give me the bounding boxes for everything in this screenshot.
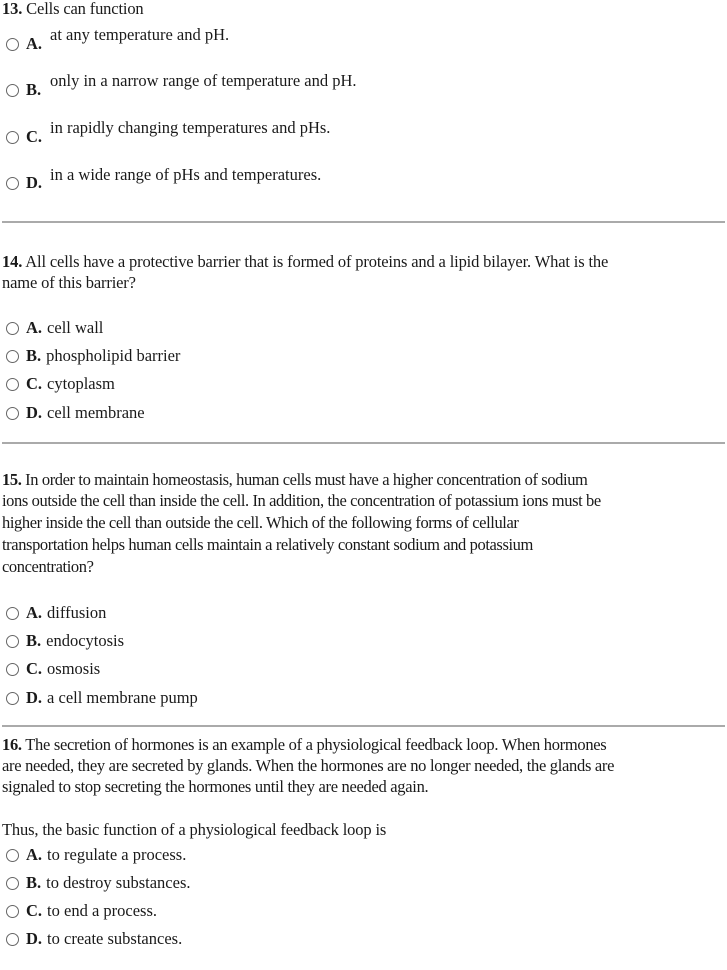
option-text: in rapidly changing temperatures and pHs. — [50, 118, 331, 137]
question-stem: name of this barrier? — [2, 273, 136, 292]
option-text: only in a narrow range of temperature and pH. — [50, 71, 357, 90]
question-stem: All cells have a protective barrier that is formed of proteins and a lipid bilayer. What is the — [25, 252, 609, 271]
q16-option-b[interactable] — [6, 873, 191, 893]
option-label: D. — [26, 929, 43, 948]
radio-button[interactable] — [6, 38, 19, 51]
option-label: A. — [26, 318, 43, 337]
q15-option-b[interactable] — [6, 631, 124, 651]
q16-option-c[interactable] — [6, 901, 157, 921]
divider — [2, 221, 725, 223]
question-number: 15. — [2, 470, 22, 489]
radio-button[interactable] — [6, 84, 19, 97]
option-text: cell membrane — [47, 403, 145, 422]
q14-option-b[interactable] — [6, 346, 180, 366]
option-label: C. — [26, 659, 43, 678]
question-stem: In order to maintain homeostasis, human cells must have a higher concentration of sodium — [25, 470, 588, 489]
radio-button[interactable] — [6, 131, 19, 144]
radio-button[interactable] — [6, 663, 19, 676]
radio-button[interactable] — [6, 635, 19, 648]
option-label: A. — [26, 34, 43, 53]
option-text: phospholipid barrier — [46, 346, 181, 365]
option-text: to end a process. — [47, 901, 158, 920]
option-label: A. — [26, 603, 43, 622]
question-stem: are needed, they are secreted by glands. When the hormones are no longer needed, the glands are — [2, 756, 615, 775]
question-stem: transportation helps human cells maintain a relatively constant sodium and potassium — [2, 535, 533, 554]
option-text: at any temperature and pH. — [50, 25, 230, 44]
option-text: diffusion — [47, 603, 107, 622]
option-text: osmosis — [47, 659, 101, 678]
option-text: cell wall — [47, 318, 104, 337]
radio-button[interactable] — [6, 905, 19, 918]
q15-option-a[interactable] — [6, 603, 106, 623]
question-number: 16. — [2, 735, 22, 754]
option-text: to regulate a process. — [47, 845, 187, 864]
option-text: in a wide range of pHs and temperatures. — [50, 165, 322, 184]
q16-option-d[interactable] — [6, 929, 182, 949]
radio-button[interactable] — [6, 849, 19, 862]
option-text: to create substances. — [47, 929, 183, 948]
option-label: D. — [26, 403, 43, 422]
option-label: B. — [26, 631, 42, 650]
q15-option-d[interactable] — [6, 688, 198, 708]
question-16-text — [2, 735, 606, 755]
radio-button[interactable] — [6, 378, 19, 391]
q14-option-a[interactable] — [6, 318, 103, 338]
option-label: C. — [26, 901, 43, 920]
divider — [2, 442, 725, 444]
q13-option-c[interactable] — [6, 127, 47, 147]
question-13-text — [2, 0, 144, 19]
option-text: cytoplasm — [47, 374, 115, 393]
question-stem: The secretion of hormones is an example of a physiological feedback loop. When hormones — [25, 735, 607, 754]
option-label: D. — [26, 688, 43, 707]
q16-option-a[interactable] — [6, 845, 186, 865]
radio-button[interactable] — [6, 607, 19, 620]
question-number: 14. — [2, 252, 23, 271]
radio-button[interactable] — [6, 350, 19, 363]
q13-option-d[interactable] — [6, 173, 47, 193]
option-label: A. — [26, 845, 43, 864]
radio-button[interactable] — [6, 933, 19, 946]
option-label: D. — [26, 173, 43, 192]
radio-button[interactable] — [6, 407, 19, 420]
option-label: C. — [26, 374, 43, 393]
option-label: B. — [26, 80, 42, 99]
option-label: B. — [26, 346, 42, 365]
q14-option-c[interactable] — [6, 374, 115, 394]
question-15-text — [2, 470, 588, 490]
option-text: to destroy substances. — [46, 873, 191, 892]
question-stem: Cells can function — [26, 0, 144, 18]
q15-option-c[interactable] — [6, 659, 100, 679]
question-stem: signaled to stop secreting the hormones until they are needed again. — [2, 777, 429, 796]
question-14-text — [2, 252, 608, 272]
radio-button[interactable] — [6, 177, 19, 190]
q13-option-a[interactable] — [6, 34, 47, 54]
radio-button[interactable] — [6, 877, 19, 890]
question-stem: concentration? — [2, 557, 94, 576]
radio-button[interactable] — [6, 322, 19, 335]
question-stem: ions outside the cell than inside the cell. In addition, the concentration of potassium ions must be — [2, 491, 601, 510]
question-stem: higher inside the cell than outside the cell. Which of the following forms of cellular — [2, 513, 519, 532]
q14-option-d[interactable] — [6, 403, 145, 423]
option-label: C. — [26, 127, 43, 146]
option-label: B. — [26, 873, 42, 892]
radio-button[interactable] — [6, 692, 19, 705]
q13-option-b[interactable] — [6, 80, 46, 100]
question-prompt: Thus, the basic function of a physiological feedback loop is — [2, 820, 387, 839]
divider — [2, 725, 725, 727]
question-number: 13. — [2, 0, 23, 18]
option-text: a cell membrane pump — [47, 688, 198, 707]
option-text: endocytosis — [46, 631, 125, 650]
